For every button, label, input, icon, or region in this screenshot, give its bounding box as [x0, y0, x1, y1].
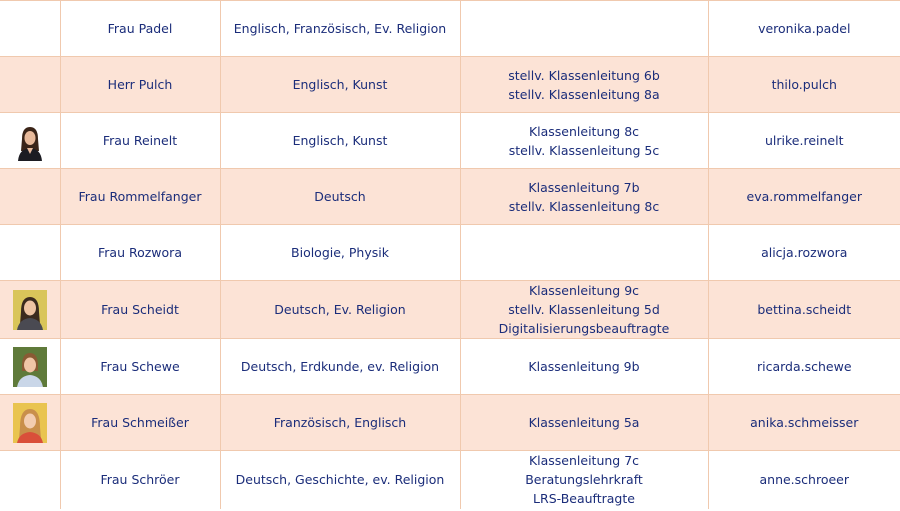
role-line: Klassenleitung 8c [528, 123, 640, 139]
teacher-name: Frau Schmeißer [60, 395, 220, 451]
teacher-email: thilo.pulch [708, 57, 900, 113]
table-row [0, 225, 900, 281]
teacher-email: alicja.rozwora [708, 225, 900, 281]
role-line: stellv. Klassenleitung 8a [508, 86, 660, 102]
role-line: Klassenleitung 9c [528, 283, 640, 298]
role-line: Klassenleitung 5a [528, 415, 640, 430]
teacher-roles [460, 339, 708, 395]
teacher-subjects: Biologie, Physik [220, 225, 460, 281]
teacher-subjects: Französisch, Englisch [220, 395, 460, 451]
teacher-photo [13, 403, 47, 443]
table-row [0, 339, 900, 395]
teacher-photo [13, 347, 47, 387]
teacher-roles [460, 451, 708, 509]
photo-cell [0, 113, 60, 169]
table-row [0, 451, 900, 509]
photo-cell [0, 225, 60, 281]
teacher-name: Frau Rommelfanger [60, 169, 220, 225]
role-line: Klassenleitung 7b [528, 179, 640, 195]
teacher-roles [460, 1, 708, 57]
photo-cell [0, 339, 60, 395]
teacher-roles [460, 395, 708, 451]
role-line: stellv. Klassenleitung 8c [508, 198, 660, 214]
role-line: stellv. Klassenleitung 6b [508, 67, 660, 83]
teacher-subjects: Deutsch, Geschichte, ev. Religion [220, 451, 460, 509]
teacher-name: Frau Schröer [60, 451, 220, 509]
teacher-email: bettina.scheidt [708, 281, 900, 339]
teacher-email: anika.schmeisser [708, 395, 900, 451]
role-line: Digitalisierungsbeauftragte [498, 321, 670, 336]
teacher-roles [460, 57, 708, 113]
table-row [0, 57, 900, 113]
teacher-roles [460, 113, 708, 169]
teacher-name: Herr Pulch [60, 57, 220, 113]
staff-table-body [0, 1, 900, 509]
role-line: stellv. Klassenleitung 5d [508, 302, 660, 317]
role-line: Klassenleitung 9b [528, 359, 640, 374]
role-line: stellv. Klassenleitung 5c [508, 142, 660, 158]
teacher-photo [13, 290, 47, 330]
table-row [0, 169, 900, 225]
photo-cell [0, 281, 60, 339]
table-row [0, 113, 900, 169]
teacher-email: veronika.padel [708, 1, 900, 57]
teacher-subjects: Deutsch, Ev. Religion [220, 281, 460, 339]
teacher-roles [460, 225, 708, 281]
teacher-photo [13, 121, 47, 161]
role-line: LRS-Beauftragte [533, 491, 635, 507]
teacher-name: Frau Rozwora [60, 225, 220, 281]
role-line: Klassenleitung 7c [528, 453, 640, 469]
photo-cell [0, 1, 60, 57]
photo-cell [0, 395, 60, 451]
photo-cell [0, 57, 60, 113]
teacher-subjects: Englisch, Kunst [220, 113, 460, 169]
teacher-email: anne.schroeer [759, 472, 849, 488]
table-row [0, 281, 900, 339]
teacher-subjects: Englisch, Kunst [220, 57, 460, 113]
teacher-name: Frau Scheidt [60, 281, 220, 339]
teacher-subjects: Deutsch [220, 169, 460, 225]
teacher-email: ulrike.reinelt [708, 113, 900, 169]
teacher-roles [460, 169, 708, 225]
teacher-name: Frau Reinelt [60, 113, 220, 169]
table-row [0, 1, 900, 57]
teacher-subjects: Deutsch, Erdkunde, ev. Religion [220, 339, 460, 395]
teacher-name: Frau Schewe [60, 339, 220, 395]
role-line: Beratungslehrkraft [525, 472, 643, 488]
teacher-email: eva.rommelfanger [708, 169, 900, 225]
teacher-name: Frau Padel [60, 1, 220, 57]
photo-cell [0, 451, 60, 509]
teacher-subjects: Englisch, Französisch, Ev. Religion [220, 1, 460, 57]
table-row [0, 395, 900, 451]
teacher-email: ricarda.schewe [708, 339, 900, 395]
teacher-roles [460, 281, 708, 339]
photo-cell [0, 169, 60, 225]
